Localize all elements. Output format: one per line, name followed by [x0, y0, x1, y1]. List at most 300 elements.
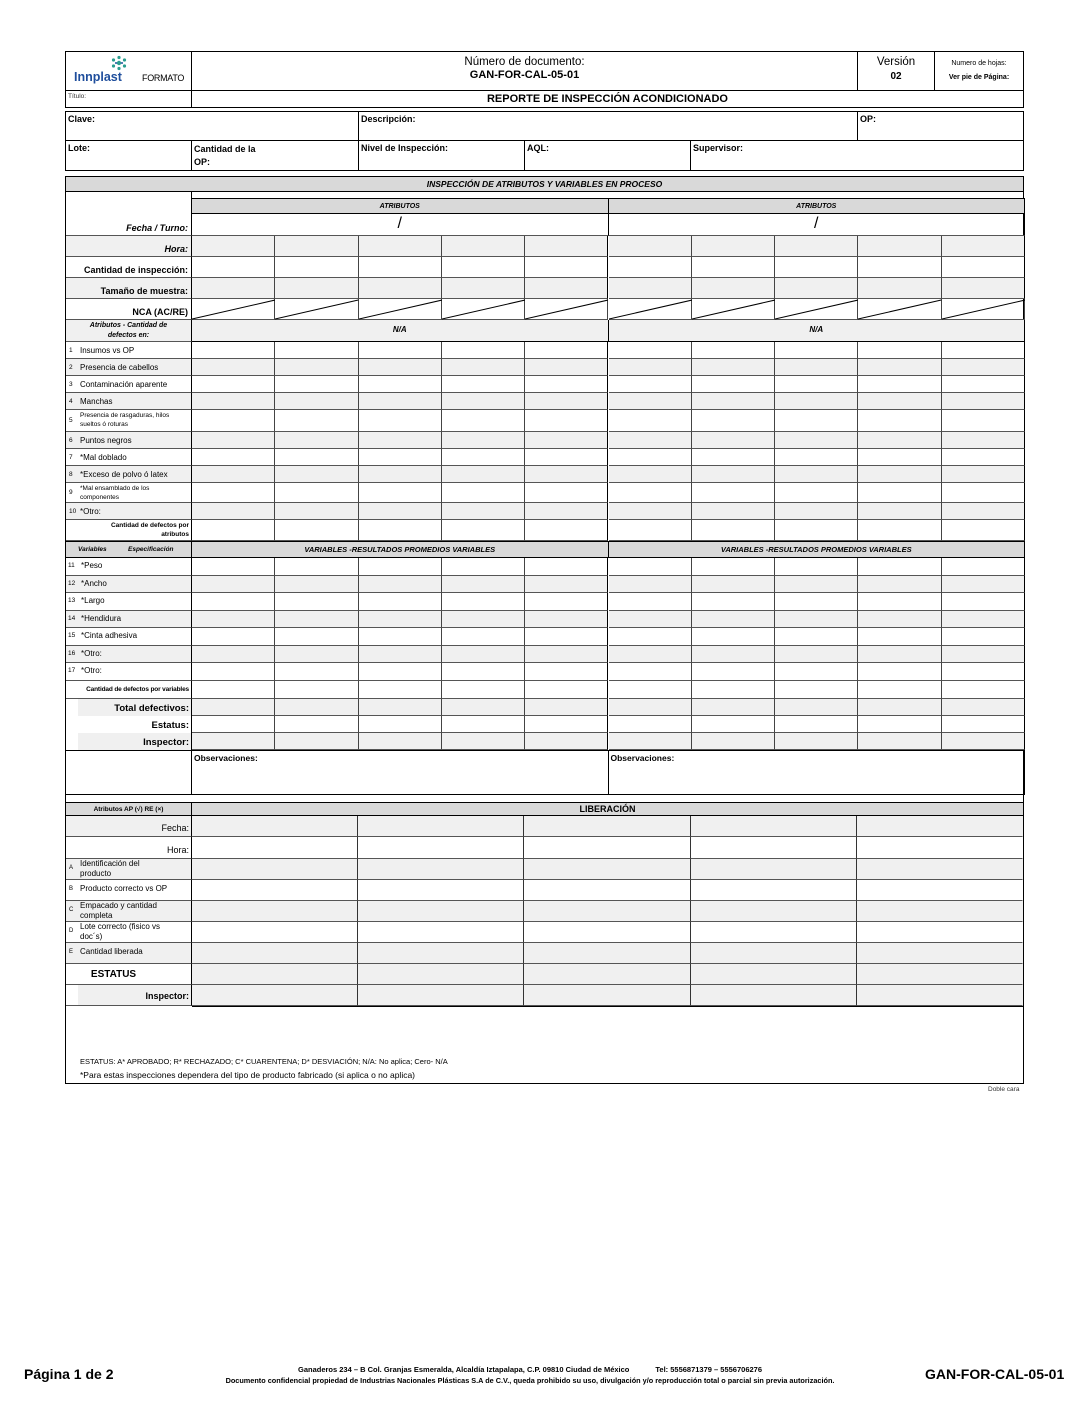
inspector-cell[interactable]: [442, 733, 525, 750]
variable-cell[interactable]: [359, 576, 442, 594]
tamano-muestra-cell[interactable]: [775, 278, 858, 299]
attribute-cell[interactable]: [692, 432, 775, 449]
liberacion-item-cell[interactable]: [358, 859, 524, 880]
attribute-cell[interactable]: [275, 503, 358, 520]
variable-cell[interactable]: [609, 646, 692, 664]
variable-cell[interactable]: [525, 576, 608, 594]
variable-cell[interactable]: [692, 558, 775, 576]
total-defectivos-cell[interactable]: [942, 699, 1025, 716]
variable-cell[interactable]: [525, 663, 608, 681]
liberacion-item-cell[interactable]: [524, 901, 690, 922]
variable-cell[interactable]: [442, 576, 525, 594]
attribute-cell[interactable]: [442, 466, 525, 483]
liberacion-item-cell[interactable]: [192, 922, 358, 943]
variable-cell[interactable]: [692, 646, 775, 664]
estatus-cell[interactable]: [275, 716, 358, 733]
supervisor-field[interactable]: [691, 141, 1023, 170]
variable-cell[interactable]: [775, 611, 858, 629]
attribute-cell[interactable]: [525, 449, 608, 466]
attribute-cell[interactable]: [275, 483, 358, 503]
variable-cell[interactable]: [609, 663, 692, 681]
variable-cell[interactable]: [609, 628, 692, 646]
liberacion-item-cell[interactable]: [857, 901, 1023, 922]
liberacion-item-cell[interactable]: [358, 943, 524, 964]
variable-cell[interactable]: [858, 628, 941, 646]
attribute-cell[interactable]: [942, 410, 1025, 432]
liberacion-item-cell[interactable]: [524, 880, 690, 901]
cantidad-inspeccion-cell[interactable]: [359, 257, 442, 278]
liberacion-item-cell[interactable]: [192, 943, 358, 964]
variable-cell[interactable]: [359, 663, 442, 681]
attribute-cell[interactable]: [275, 432, 358, 449]
nca-cell[interactable]: [942, 299, 1025, 320]
attribute-cell[interactable]: [692, 503, 775, 520]
inspector-cell[interactable]: [692, 733, 775, 750]
attribute-cell[interactable]: [692, 376, 775, 393]
variable-cell[interactable]: [192, 558, 275, 576]
descripcion-field[interactable]: [359, 112, 858, 141]
tamano-muestra-cell[interactable]: [609, 278, 692, 299]
cantidad-inspeccion-cell[interactable]: [192, 257, 275, 278]
attribute-cell[interactable]: [858, 449, 941, 466]
liberacion-item-cell[interactable]: [691, 922, 857, 943]
cant-def-variables-cell[interactable]: [858, 681, 941, 699]
variable-cell[interactable]: [192, 593, 275, 611]
attribute-cell[interactable]: [942, 466, 1025, 483]
attribute-cell[interactable]: [359, 432, 442, 449]
variable-cell[interactable]: [942, 558, 1025, 576]
hora-cell[interactable]: [609, 236, 692, 257]
cant-def-atributos-cell[interactable]: [692, 520, 775, 541]
hora-cell[interactable]: [942, 236, 1025, 257]
inspector-cell[interactable]: [775, 733, 858, 750]
attribute-cell[interactable]: [192, 393, 275, 410]
attribute-cell[interactable]: [359, 342, 442, 359]
hora-cell[interactable]: [275, 236, 358, 257]
attribute-cell[interactable]: [858, 432, 941, 449]
cantidad-inspeccion-cell[interactable]: [942, 257, 1025, 278]
estatus-cell[interactable]: [692, 716, 775, 733]
attribute-cell[interactable]: [609, 483, 692, 503]
cant-def-atributos-cell[interactable]: [775, 520, 858, 541]
attribute-cell[interactable]: [525, 410, 608, 432]
variable-cell[interactable]: [942, 611, 1025, 629]
attribute-cell[interactable]: [525, 359, 608, 376]
op-field[interactable]: [858, 112, 1023, 141]
attribute-cell[interactable]: [942, 449, 1025, 466]
attribute-cell[interactable]: [775, 432, 858, 449]
liberacion-fecha-cell[interactable]: [358, 816, 524, 837]
attribute-cell[interactable]: [525, 483, 608, 503]
variable-cell[interactable]: [359, 611, 442, 629]
inspector-cell[interactable]: [609, 733, 692, 750]
attribute-cell[interactable]: [609, 449, 692, 466]
estatus-cell[interactable]: [192, 716, 275, 733]
tamano-muestra-cell[interactable]: [275, 278, 358, 299]
cantidad-inspeccion-cell[interactable]: [525, 257, 608, 278]
variable-cell[interactable]: [692, 663, 775, 681]
variable-cell[interactable]: [609, 593, 692, 611]
cant-def-variables-cell[interactable]: [692, 681, 775, 699]
variable-cell[interactable]: [858, 646, 941, 664]
variable-cell[interactable]: [692, 611, 775, 629]
hora-cell[interactable]: [359, 236, 442, 257]
variable-cell[interactable]: [192, 628, 275, 646]
fecha-turno-input[interactable]: /: [192, 214, 609, 236]
cantidad-inspeccion-cell[interactable]: [775, 257, 858, 278]
variable-cell[interactable]: [942, 663, 1025, 681]
total-defectivos-cell[interactable]: [692, 699, 775, 716]
attribute-cell[interactable]: [359, 376, 442, 393]
attribute-cell[interactable]: [692, 449, 775, 466]
liberacion-hora-cell[interactable]: [857, 837, 1023, 859]
variable-cell[interactable]: [275, 628, 358, 646]
nca-cell[interactable]: [275, 299, 358, 320]
nca-cell[interactable]: [525, 299, 608, 320]
attribute-cell[interactable]: [692, 393, 775, 410]
nca-cell[interactable]: [359, 299, 442, 320]
variable-cell[interactable]: [275, 576, 358, 594]
cantidad-inspeccion-cell[interactable]: [858, 257, 941, 278]
estatus-cell[interactable]: [442, 716, 525, 733]
cant-def-variables-cell[interactable]: [609, 681, 692, 699]
inspector-cell[interactable]: [858, 733, 941, 750]
variable-cell[interactable]: [858, 558, 941, 576]
total-defectivos-cell[interactable]: [775, 699, 858, 716]
attribute-cell[interactable]: [525, 503, 608, 520]
variable-cell[interactable]: [609, 558, 692, 576]
variable-cell[interactable]: [858, 576, 941, 594]
cant-def-atributos-cell[interactable]: [609, 520, 692, 541]
attribute-cell[interactable]: [858, 376, 941, 393]
liberacion-item-cell[interactable]: [524, 859, 690, 880]
attribute-cell[interactable]: [359, 466, 442, 483]
liberacion-fecha-cell[interactable]: [857, 816, 1023, 837]
estatus-cell[interactable]: [525, 716, 608, 733]
cant-def-atributos-cell[interactable]: [275, 520, 358, 541]
variable-cell[interactable]: [192, 663, 275, 681]
tamano-muestra-cell[interactable]: [442, 278, 525, 299]
variable-cell[interactable]: [442, 558, 525, 576]
cant-def-variables-cell[interactable]: [775, 681, 858, 699]
variable-cell[interactable]: [275, 646, 358, 664]
attribute-cell[interactable]: [359, 503, 442, 520]
attribute-cell[interactable]: [192, 359, 275, 376]
variable-cell[interactable]: [942, 628, 1025, 646]
attribute-cell[interactable]: [359, 483, 442, 503]
liberacion-estatus-cell[interactable]: [857, 964, 1023, 985]
cantidad-inspeccion-cell[interactable]: [692, 257, 775, 278]
attribute-cell[interactable]: [692, 359, 775, 376]
attribute-cell[interactable]: [192, 376, 275, 393]
liberacion-estatus-cell[interactable]: [192, 964, 358, 985]
attribute-cell[interactable]: [192, 449, 275, 466]
variable-cell[interactable]: [359, 646, 442, 664]
liberacion-item-cell[interactable]: [857, 943, 1023, 964]
attribute-cell[interactable]: [775, 503, 858, 520]
variable-cell[interactable]: [192, 646, 275, 664]
total-defectivos-cell[interactable]: [609, 699, 692, 716]
attribute-cell[interactable]: [609, 342, 692, 359]
liberacion-hora-cell[interactable]: [358, 837, 524, 859]
liberacion-estatus-cell[interactable]: [358, 964, 524, 985]
cant-def-atributos-cell[interactable]: [858, 520, 941, 541]
variable-cell[interactable]: [609, 611, 692, 629]
variable-cell[interactable]: [775, 646, 858, 664]
attribute-cell[interactable]: [275, 359, 358, 376]
variable-cell[interactable]: [692, 593, 775, 611]
attribute-cell[interactable]: [525, 466, 608, 483]
attribute-cell[interactable]: [609, 359, 692, 376]
attribute-cell[interactable]: [775, 466, 858, 483]
liberacion-hora-cell[interactable]: [192, 837, 358, 859]
liberacion-item-cell[interactable]: [524, 943, 690, 964]
attribute-cell[interactable]: [525, 393, 608, 410]
estatus-cell[interactable]: [858, 716, 941, 733]
attribute-cell[interactable]: [942, 359, 1025, 376]
attribute-cell[interactable]: [192, 432, 275, 449]
cant-def-atributos-cell[interactable]: [192, 520, 275, 541]
attribute-cell[interactable]: [275, 449, 358, 466]
nivel-inspeccion-field[interactable]: [359, 141, 525, 170]
cant-def-atributos-cell[interactable]: [442, 520, 525, 541]
total-defectivos-cell[interactable]: [192, 699, 275, 716]
total-defectivos-cell[interactable]: [525, 699, 608, 716]
cant-def-variables-cell[interactable]: [192, 681, 275, 699]
liberacion-item-cell[interactable]: [358, 901, 524, 922]
variable-cell[interactable]: [442, 593, 525, 611]
inspector-cell[interactable]: [359, 733, 442, 750]
hora-cell[interactable]: [192, 236, 275, 257]
attribute-cell[interactable]: [942, 432, 1025, 449]
attribute-cell[interactable]: [858, 483, 941, 503]
attribute-cell[interactable]: [775, 376, 858, 393]
attribute-cell[interactable]: [775, 393, 858, 410]
variable-cell[interactable]: [442, 646, 525, 664]
variable-cell[interactable]: [525, 558, 608, 576]
attribute-cell[interactable]: [192, 466, 275, 483]
variable-cell[interactable]: [775, 628, 858, 646]
liberacion-item-cell[interactable]: [691, 859, 857, 880]
nca-cell[interactable]: [609, 299, 692, 320]
tamano-muestra-cell[interactable]: [192, 278, 275, 299]
cant-def-variables-cell[interactable]: [275, 681, 358, 699]
observaciones-box[interactable]: Observaciones:: [609, 750, 1026, 795]
attribute-cell[interactable]: [609, 466, 692, 483]
tamano-muestra-cell[interactable]: [692, 278, 775, 299]
attribute-cell[interactable]: [442, 376, 525, 393]
attribute-cell[interactable]: [442, 432, 525, 449]
attribute-cell[interactable]: [525, 342, 608, 359]
variable-cell[interactable]: [775, 663, 858, 681]
clave-field[interactable]: [66, 112, 359, 141]
attribute-cell[interactable]: [858, 466, 941, 483]
variable-cell[interactable]: [692, 628, 775, 646]
liberacion-item-cell[interactable]: [691, 880, 857, 901]
attribute-cell[interactable]: [442, 483, 525, 503]
attribute-cell[interactable]: [775, 410, 858, 432]
variable-cell[interactable]: [275, 558, 358, 576]
attribute-cell[interactable]: [942, 342, 1025, 359]
estatus-cell[interactable]: [942, 716, 1025, 733]
cant-def-variables-cell[interactable]: [359, 681, 442, 699]
variable-cell[interactable]: [525, 646, 608, 664]
attribute-cell[interactable]: [942, 503, 1025, 520]
variable-cell[interactable]: [442, 663, 525, 681]
variable-cell[interactable]: [275, 663, 358, 681]
liberacion-inspector-cell[interactable]: [358, 985, 524, 1006]
attribute-cell[interactable]: [942, 376, 1025, 393]
attribute-cell[interactable]: [858, 359, 941, 376]
attribute-cell[interactable]: [942, 393, 1025, 410]
hora-cell[interactable]: [442, 236, 525, 257]
attribute-cell[interactable]: [775, 449, 858, 466]
variable-cell[interactable]: [775, 558, 858, 576]
attribute-cell[interactable]: [609, 432, 692, 449]
liberacion-fecha-cell[interactable]: [192, 816, 358, 837]
variable-cell[interactable]: [275, 593, 358, 611]
hora-cell[interactable]: [525, 236, 608, 257]
tamano-muestra-cell[interactable]: [525, 278, 608, 299]
variable-cell[interactable]: [525, 611, 608, 629]
variable-cell[interactable]: [192, 576, 275, 594]
observaciones-box[interactable]: Observaciones:: [192, 750, 609, 795]
cant-def-variables-cell[interactable]: [525, 681, 608, 699]
variable-cell[interactable]: [942, 576, 1025, 594]
liberacion-inspector-cell[interactable]: [524, 985, 690, 1006]
liberacion-fecha-cell[interactable]: [524, 816, 690, 837]
variable-cell[interactable]: [359, 628, 442, 646]
estatus-cell[interactable]: [609, 716, 692, 733]
variable-cell[interactable]: [525, 628, 608, 646]
liberacion-estatus-cell[interactable]: [524, 964, 690, 985]
hora-cell[interactable]: [775, 236, 858, 257]
attribute-cell[interactable]: [275, 466, 358, 483]
attribute-cell[interactable]: [858, 342, 941, 359]
variable-cell[interactable]: [858, 593, 941, 611]
attribute-cell[interactable]: [359, 449, 442, 466]
inspector-cell[interactable]: [525, 733, 608, 750]
cant-def-variables-cell[interactable]: [942, 681, 1025, 699]
attribute-cell[interactable]: [192, 342, 275, 359]
liberacion-item-cell[interactable]: [857, 922, 1023, 943]
total-defectivos-cell[interactable]: [858, 699, 941, 716]
liberacion-item-cell[interactable]: [192, 859, 358, 880]
aql-field[interactable]: [525, 141, 691, 170]
liberacion-estatus-cell[interactable]: [691, 964, 857, 985]
attribute-cell[interactable]: [692, 466, 775, 483]
cantidad-inspeccion-cell[interactable]: [609, 257, 692, 278]
liberacion-item-cell[interactable]: [192, 880, 358, 901]
liberacion-item-cell[interactable]: [691, 943, 857, 964]
attribute-cell[interactable]: [359, 359, 442, 376]
attribute-cell[interactable]: [775, 342, 858, 359]
hora-cell[interactable]: [858, 236, 941, 257]
attribute-cell[interactable]: [442, 359, 525, 376]
attribute-cell[interactable]: [858, 503, 941, 520]
attribute-cell[interactable]: [359, 393, 442, 410]
variable-cell[interactable]: [525, 593, 608, 611]
variable-cell[interactable]: [858, 663, 941, 681]
variable-cell[interactable]: [442, 628, 525, 646]
cant-def-atributos-cell[interactable]: [359, 520, 442, 541]
attribute-cell[interactable]: [609, 393, 692, 410]
inspector-cell[interactable]: [275, 733, 358, 750]
cant-def-variables-cell[interactable]: [442, 681, 525, 699]
nca-cell[interactable]: [692, 299, 775, 320]
attribute-cell[interactable]: [192, 483, 275, 503]
attribute-cell[interactable]: [442, 410, 525, 432]
attribute-cell[interactable]: [858, 393, 941, 410]
attribute-cell[interactable]: [692, 483, 775, 503]
tamano-muestra-cell[interactable]: [858, 278, 941, 299]
variable-cell[interactable]: [192, 611, 275, 629]
variable-cell[interactable]: [858, 611, 941, 629]
attribute-cell[interactable]: [775, 483, 858, 503]
variable-cell[interactable]: [942, 593, 1025, 611]
liberacion-hora-cell[interactable]: [524, 837, 690, 859]
tamano-muestra-cell[interactable]: [359, 278, 442, 299]
attribute-cell[interactable]: [609, 503, 692, 520]
estatus-cell[interactable]: [775, 716, 858, 733]
liberacion-inspector-cell[interactable]: [192, 985, 358, 1006]
attribute-cell[interactable]: [359, 410, 442, 432]
cantidad-inspeccion-cell[interactable]: [275, 257, 358, 278]
attribute-cell[interactable]: [442, 449, 525, 466]
attribute-cell[interactable]: [275, 393, 358, 410]
variable-cell[interactable]: [775, 593, 858, 611]
variable-cell[interactable]: [359, 558, 442, 576]
variable-cell[interactable]: [609, 576, 692, 594]
tamano-muestra-cell[interactable]: [942, 278, 1025, 299]
attribute-cell[interactable]: [525, 432, 608, 449]
variable-cell[interactable]: [442, 611, 525, 629]
liberacion-fecha-cell[interactable]: [691, 816, 857, 837]
liberacion-inspector-cell[interactable]: [857, 985, 1023, 1006]
attribute-cell[interactable]: [858, 410, 941, 432]
fecha-turno-input[interactable]: /: [609, 214, 1026, 236]
liberacion-item-cell[interactable]: [358, 880, 524, 901]
attribute-cell[interactable]: [442, 342, 525, 359]
cantidad-inspeccion-cell[interactable]: [442, 257, 525, 278]
attribute-cell[interactable]: [942, 483, 1025, 503]
attribute-cell[interactable]: [275, 410, 358, 432]
variable-cell[interactable]: [692, 576, 775, 594]
variable-cell[interactable]: [275, 611, 358, 629]
inspector-cell[interactable]: [942, 733, 1025, 750]
cant-def-atributos-cell[interactable]: [525, 520, 608, 541]
cant-def-atributos-cell[interactable]: [942, 520, 1025, 541]
attribute-cell[interactable]: [275, 342, 358, 359]
estatus-cell[interactable]: [359, 716, 442, 733]
attribute-cell[interactable]: [192, 410, 275, 432]
inspector-cell[interactable]: [192, 733, 275, 750]
cantidad-op-field[interactable]: [192, 141, 359, 170]
liberacion-item-cell[interactable]: [358, 922, 524, 943]
nca-cell[interactable]: [858, 299, 941, 320]
lote-field[interactable]: [66, 141, 192, 170]
attribute-cell[interactable]: [692, 342, 775, 359]
attribute-cell[interactable]: [775, 359, 858, 376]
liberacion-item-cell[interactable]: [192, 901, 358, 922]
nca-cell[interactable]: [442, 299, 525, 320]
attribute-cell[interactable]: [609, 410, 692, 432]
attribute-cell[interactable]: [525, 376, 608, 393]
nca-cell[interactable]: [775, 299, 858, 320]
variable-cell[interactable]: [942, 646, 1025, 664]
liberacion-item-cell[interactable]: [857, 880, 1023, 901]
variable-cell[interactable]: [775, 576, 858, 594]
